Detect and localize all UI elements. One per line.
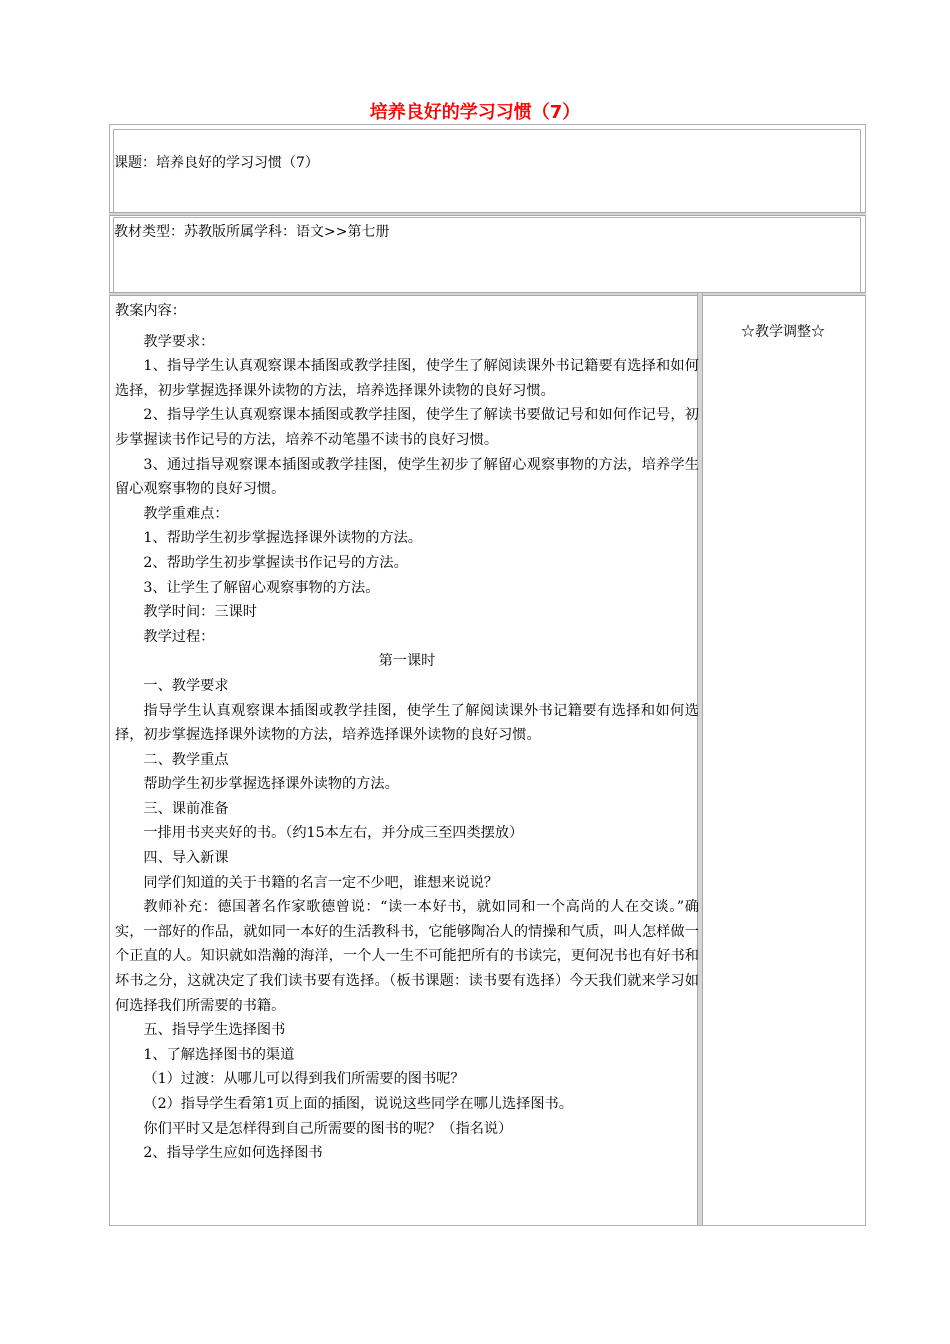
paragraph: 2、指导学生认真观察课本插图或教学挂图，使学生了解读书要做记号和如何作记号，初步掌握读书作记号的方法，培养不动笔墨不读书的良好习惯。: [115, 407, 699, 448]
paragraph: 1、帮助学生初步掌握选择课外读物的方法。: [143, 530, 422, 547]
paragraph: 二、教学重点: [143, 751, 229, 768]
paragraph: 一、教学要求: [143, 677, 229, 694]
textbook-info: 教材类型：苏教版所属学科：语文>>第七册: [114, 224, 390, 240]
paragraph: 2、指导学生应如何选择图书: [143, 1145, 323, 1162]
document-title: 培养良好的学习习惯（7）: [369, 102, 581, 123]
paragraph: 教学重难点：: [143, 505, 229, 522]
paragraph: 教学要求：: [143, 333, 215, 350]
content-label: 教案内容：: [115, 303, 186, 319]
paragraph: 同学们知道的关于书籍的名言一定不少吧，谁想来说说？: [143, 874, 499, 891]
row-divider: [109, 212, 866, 216]
paragraph: 教师补充：德国著名作家歌德曾说：“读一本好书，就如同和一个高尚的人在交谈。”确实，一部好的作品，就如同一本好的生活教科书，它能够陶冶人的情操和气质，叫人怎样做一个正直的人。知识就如浩瀚的海洋，一个人一生不可能把所有的书读完，更何况书也有好书和坏书之分，这就决定了我们读书要有选择。（板书课题：读书要有选择）今天我们就来学习如何选择我们所需要的书籍。: [115, 899, 699, 1014]
paragraph: 教学过程：: [143, 628, 215, 645]
paragraph: 1、指导学生认真观察课本插图或教学挂图，使学生了解阅读课外书记籍要有选择和如何选择，初步掌握选择课外读物的方法，培养选择课外读物的良好习惯。: [115, 358, 699, 399]
paragraph: 指导学生认真观察课本插图或教学挂图，使学生了解阅读课外书记籍要有选择和如何选择，初步掌握选择课外读物的方法，培养选择课外读物的良好习惯。: [115, 702, 699, 744]
paragraph: 3、让学生了解留心观察事物的方法。: [143, 579, 380, 596]
paragraph: （2）指导学生看第1页上面的插图，说说这些同学在哪儿选择图书。: [143, 1096, 573, 1112]
paragraph: 三、课前准备: [143, 800, 229, 817]
paragraph: 五、指导学生选择图书: [143, 1022, 286, 1039]
lesson-content: [115, 299, 699, 1166]
paragraph: 1、了解选择图书的渠道: [143, 1046, 295, 1063]
paragraph: 2、帮助学生初步掌握读书作记号的方法。: [143, 554, 408, 571]
paragraph: 一排用书夹夹好的书。（约15本左右，并分成三至四类摆放）: [143, 825, 524, 842]
course-title: 课题：培养良好的学习习惯（7）: [114, 155, 319, 171]
paragraph: 帮助学生初步掌握选择课外读物的方法。: [143, 776, 399, 793]
section-heading: 第一课时: [378, 653, 436, 670]
paragraph: （1）过渡：从哪儿可以得到我们所需要的图书呢？: [143, 1071, 465, 1088]
teaching-adjustment-label: ☆教学调整☆: [741, 324, 825, 340]
paragraph: 你们平时又是怎样得到自己所需要的图书的呢？（指名说）: [143, 1120, 513, 1137]
paragraph: 3、通过指导观察课本插图或教学挂图，使学生初步了解留心观察事物的方法，培养学生留心观察事物的良好习惯。: [115, 456, 699, 498]
paragraph: 教学时间：三课时: [143, 604, 257, 621]
paragraph: 四、导入新课: [143, 850, 229, 867]
row-divider: [109, 292, 866, 296]
